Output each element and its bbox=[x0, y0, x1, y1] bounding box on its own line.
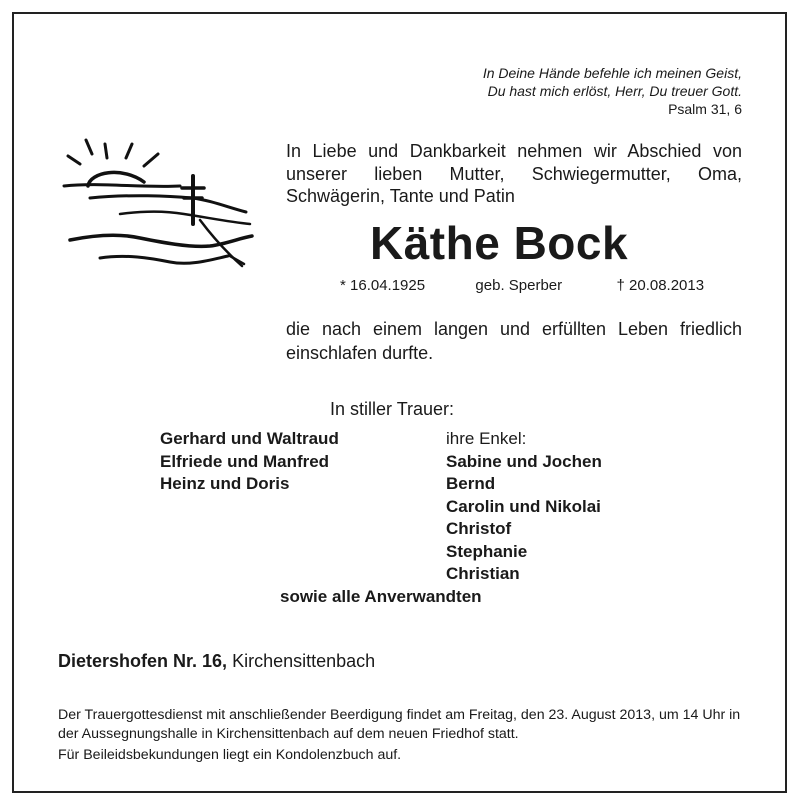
list-item: Christian bbox=[446, 564, 520, 583]
death-date: † 20.08.2013 bbox=[616, 277, 705, 294]
quote-line-1: In Deine Hände befehle ich meinen Geist, bbox=[482, 65, 742, 81]
list-item: Gerhard und Waltraud bbox=[160, 429, 339, 448]
list-item: Heinz und Doris bbox=[160, 474, 290, 493]
relatives-line: sowie alle Anverwandten bbox=[280, 587, 482, 606]
list-item: Bernd bbox=[446, 474, 496, 493]
list-item: Christof bbox=[446, 519, 512, 538]
bible-quote bbox=[342, 64, 742, 100]
grandchildren-list bbox=[446, 428, 602, 586]
quote-line-2: Du hast mich erlöst, Herr, Du treuer Gott. bbox=[487, 83, 742, 99]
address-town: Kirchensittenbach bbox=[232, 651, 376, 671]
deceased-name: Käthe Bock bbox=[370, 217, 629, 269]
address-street: Dietershofen Nr. 16, bbox=[58, 651, 228, 671]
quote-source: Psalm 31, 6 bbox=[668, 101, 742, 117]
list-item: Sabine und Jochen bbox=[446, 451, 602, 471]
grandchildren-label: ihre Enkel: bbox=[446, 429, 527, 448]
condolence-notice: Für Beileidsbekundungen liegt ein Kondolenzbuch auf. bbox=[58, 747, 402, 763]
intro-text: In Liebe und Dankbarkeit nehmen wir Abschied von unserer lieben Mutter, Schwiegermutter, Oma, Schwägerin, Tante und Patin bbox=[286, 141, 742, 206]
life-dates bbox=[340, 277, 704, 294]
list-item: Elfriede und Manfred bbox=[160, 451, 330, 471]
birth-date: * 16.04.1925 bbox=[340, 277, 426, 294]
children-list bbox=[160, 428, 339, 496]
mourners-heading: In stiller Trauer: bbox=[330, 399, 455, 419]
funeral-notice: Der Trauergottesdienst mit anschließender Beerdigung findet am Freitag, den 23. August 2013, um 14 Uhr in der Aussegnungshalle in Kirchensittenbach auf dem neuen Friedhof statt. bbox=[58, 707, 741, 742]
sunset-hills-cross-icon bbox=[60, 138, 270, 278]
list-item: Carolin und Nikolai bbox=[446, 496, 601, 516]
address bbox=[58, 651, 375, 672]
list-item: Stephanie bbox=[446, 541, 528, 561]
maiden-name: geb. Sperber bbox=[475, 277, 563, 294]
closing-text: die nach einem langen und erfüllten Leben friedlich einschlafen durfte. bbox=[286, 319, 742, 363]
